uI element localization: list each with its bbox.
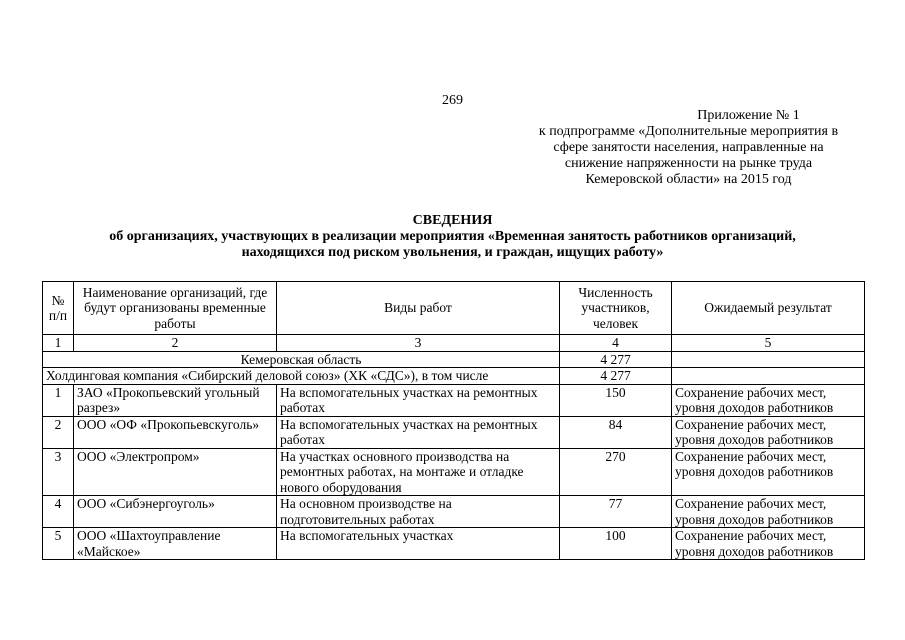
region-row <box>43 351 865 368</box>
row-work-type: На участках основного производства на ремонтных работах, на монтаже и отладке нового оборудования <box>277 448 560 496</box>
table-row <box>43 448 865 496</box>
row-result: Сохранение рабочих мест, уровня доходов работников <box>672 448 865 496</box>
page-number: 269 <box>442 93 463 108</box>
heading-subtitle-line: об организациях, участвующих в реализации мероприятия «Временная занятость работников организаций, <box>109 229 796 244</box>
row-work-type: На основном производстве на подготовительных работах <box>277 496 560 528</box>
row-organization: ЗАО «Прокопьевский угольный разрез» <box>74 384 277 416</box>
holding-count: 4 277 <box>560 368 672 385</box>
table-row <box>43 416 865 448</box>
column-number: 2 <box>74 335 277 352</box>
header-participants: Численность участников, человек <box>560 282 672 335</box>
heading-subtitle-line: находящихся под риском увольнения, и граждан, ищущих работу» <box>241 245 664 260</box>
header-work-types: Виды работ <box>277 282 560 335</box>
row-num: 4 <box>43 496 74 528</box>
row-organization: ООО «Шахтоуправление «Майское» <box>74 528 277 560</box>
row-participants: 77 <box>560 496 672 528</box>
row-num: 2 <box>43 416 74 448</box>
appendix-line: к подпрограмме «Дополнительные мероприятия в <box>538 124 839 139</box>
row-organization: ООО «Сибэнергоуголь» <box>74 496 277 528</box>
header-expected-result: Ожидаемый результат <box>672 282 865 335</box>
row-result: Сохранение рабочих мест, уровня доходов работников <box>672 384 865 416</box>
row-organization: ООО «Электропром» <box>74 448 277 496</box>
row-num: 3 <box>43 448 74 496</box>
appendix-line: Кемеровской области» на 2015 год <box>585 172 792 187</box>
table-row <box>43 384 865 416</box>
organizations-table <box>42 281 865 560</box>
row-work-type: На вспомогательных участках на ремонтных работах <box>277 384 560 416</box>
holding-row <box>43 368 865 385</box>
column-number: 1 <box>43 335 74 352</box>
row-participants: 150 <box>560 384 672 416</box>
row-organization: ООО «ОФ «Прокопьевскуголь» <box>74 416 277 448</box>
row-num: 1 <box>43 384 74 416</box>
appendix-line: сфере занятости населения, направленные на <box>553 140 824 155</box>
row-participants: 84 <box>560 416 672 448</box>
table-header-row <box>43 282 865 335</box>
appendix-title: Приложение № 1 <box>697 108 800 123</box>
column-number: 3 <box>277 335 560 352</box>
row-participants: 270 <box>560 448 672 496</box>
column-number: 4 <box>560 335 672 352</box>
holding-label: Холдинговая компания «Сибирский деловой союз» (ХК «СДС»), в том числе <box>43 368 560 385</box>
header-num: № п/п <box>43 282 74 335</box>
row-num: 5 <box>43 528 74 560</box>
table-row <box>43 528 865 560</box>
row-result: Сохранение рабочих мест, уровня доходов работников <box>672 416 865 448</box>
row-participants: 100 <box>560 528 672 560</box>
column-number-row <box>43 335 865 352</box>
row-result: Сохранение рабочих мест, уровня доходов работников <box>672 528 865 560</box>
region-label: Кемеровская область <box>43 351 560 368</box>
holding-result <box>672 368 865 385</box>
row-result: Сохранение рабочих мест, уровня доходов работников <box>672 496 865 528</box>
heading-title: СВЕДЕНИЯ <box>412 213 493 228</box>
region-result <box>672 351 865 368</box>
appendix-block <box>511 108 866 188</box>
row-work-type: На вспомогательных участках <box>277 528 560 560</box>
row-work-type: На вспомогательных участках на ремонтных работах <box>277 416 560 448</box>
region-count: 4 277 <box>560 351 672 368</box>
document-heading <box>0 213 905 261</box>
appendix-line: снижение напряженности на рынке труда <box>564 156 813 171</box>
table-row <box>43 496 865 528</box>
header-organization: Наименование организаций, где будут организованы временные работы <box>74 282 277 335</box>
column-number: 5 <box>672 335 865 352</box>
